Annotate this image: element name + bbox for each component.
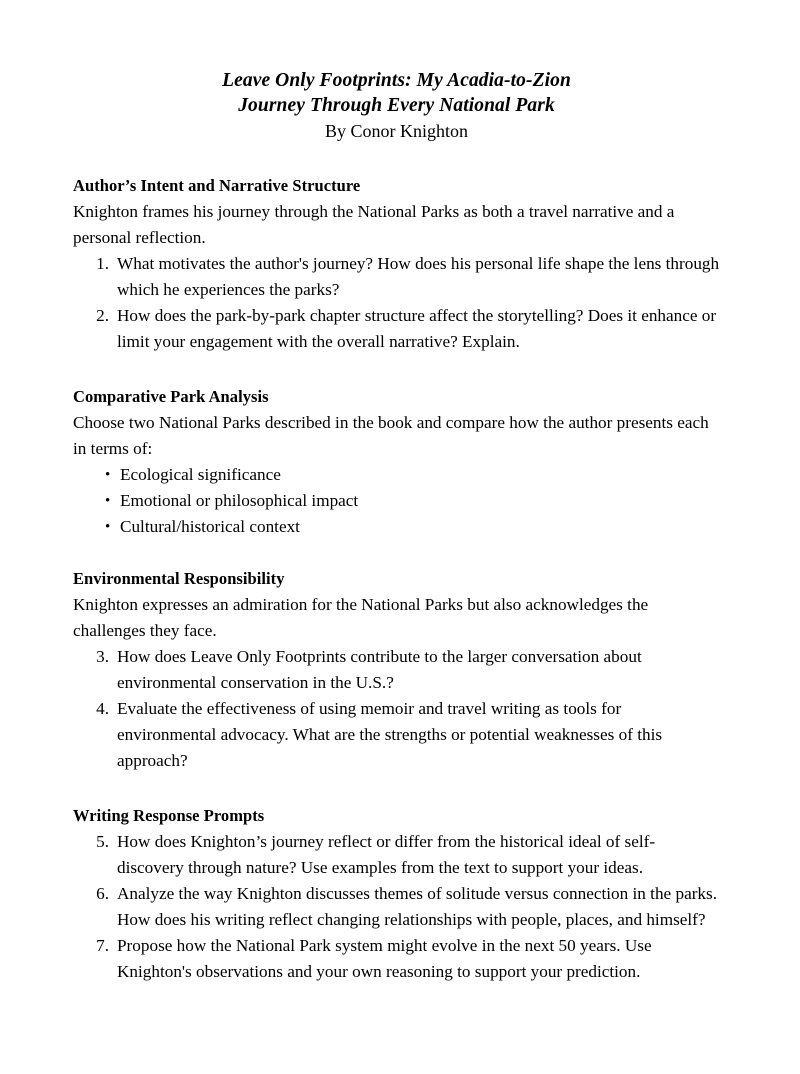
bullet-icon: •: [105, 519, 111, 535]
list-item-number: 7.: [96, 936, 109, 955]
list-item: [73, 644, 720, 696]
section-heading: Environmental Responsibility: [73, 569, 285, 588]
list-item-text: Analyze the way Knighton discusses themes of solitude versus connection in the parks. How does his writing reflect changing relationships with people, places, and himself?: [117, 884, 718, 929]
list-item-text: How does Leave Only Footprints contribute to the larger conversation about environmental conservation in the U.S.?: [117, 647, 642, 692]
list-item-number: 6.: [96, 884, 109, 903]
bullet-icon: •: [105, 467, 111, 483]
section-heading: Author’s Intent and Narrative Structure: [73, 176, 361, 195]
section-heading: Writing Response Prompts: [73, 806, 265, 825]
list-item: [73, 251, 720, 303]
list-item-text: What motivates the author's journey? How does his personal life shape the lens through which he experiences the parks?: [117, 254, 720, 299]
list-item-number: 2.: [96, 306, 109, 325]
page-title-line-1: Leave Only Footprints: My Acadia-to-Zion: [222, 70, 571, 91]
list-item-text: How does the park-by-park chapter structure affect the storytelling? Does it enhance or limit your engagement with the overall narrative? Explain.: [117, 306, 717, 351]
section-intro: Knighton expresses an admiration for the National Parks but also acknowledges the challenges they face.: [73, 595, 649, 640]
list-item-text: Evaluate the effectiveness of using memoir and travel writing as tools for environmental advocacy. What are the strengths or potential weaknesses of this approach?: [117, 699, 663, 770]
list-item-number: 4.: [96, 699, 109, 718]
list-item-text: Propose how the National Park system might evolve in the next 50 years. Use Knighton's observations and your own reasoning to support your prediction.: [117, 936, 652, 981]
section-environmental-responsibility: [73, 568, 720, 774]
section-authors-intent: [73, 175, 720, 355]
section-intro: Choose two National Parks described in the book and compare how the author presents each in terms of:: [73, 413, 709, 458]
page-title: [73, 68, 720, 118]
list-item-number: 1.: [96, 254, 109, 273]
list-item-number: 5.: [96, 832, 109, 851]
list-item: [73, 303, 720, 355]
question-list: [73, 644, 720, 774]
list-item-text: Cultural/historical context: [120, 517, 300, 536]
list-item: [73, 462, 720, 488]
list-item: [73, 696, 720, 774]
list-item-text: Emotional or philosophical impact: [120, 491, 359, 510]
list-item: [73, 933, 720, 985]
list-item: [73, 514, 720, 540]
bullet-list: [73, 462, 720, 540]
list-item-text: How does Knighton’s journey reflect or differ from the historical ideal of self-discovery through nature? Use examples from the text to support your ideas.: [117, 832, 656, 877]
section-intro: Knighton frames his journey through the National Parks as both a travel narrative and a personal reflection.: [73, 202, 675, 247]
list-item-text: Ecological significance: [120, 465, 281, 484]
bullet-icon: •: [105, 493, 111, 509]
byline: By Conor Knighton: [324, 121, 468, 141]
section-heading: Comparative Park Analysis: [73, 387, 269, 406]
title-block: [73, 60, 720, 144]
list-item-number: 3.: [96, 647, 109, 666]
page-title-line-2: Journey Through Every National Park: [238, 95, 555, 116]
question-list: [73, 251, 720, 355]
section-writing-response-prompts: [73, 805, 720, 985]
list-item: [73, 881, 720, 933]
question-list: [73, 829, 720, 985]
list-item: [73, 829, 720, 881]
list-item: [73, 488, 720, 514]
section-comparative-park-analysis: [73, 386, 720, 540]
